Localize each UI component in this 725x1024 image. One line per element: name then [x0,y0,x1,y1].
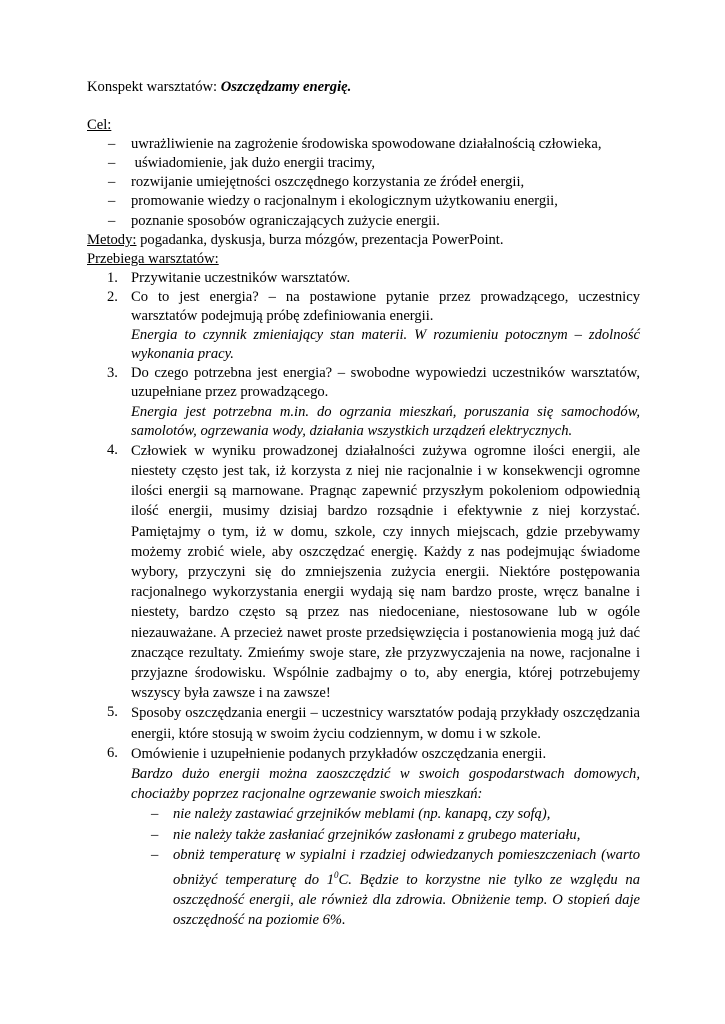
course-heading-label: Przebiega warsztatów: [87,250,219,267]
title-prefix: Konspekt warsztatów: [87,79,218,95]
course-step [87,364,640,440]
tip-item [131,845,640,931]
goals-list [87,135,640,230]
step-answer: Energia jest potrzebna m.in. do ogrzania mieszkań, poruszania się samochodów, samolotów, ogrzewania wody, działania wszystkich urządzeń elektrycznych. [131,403,640,439]
step-number: 1. [107,269,118,286]
document-page [87,78,640,930]
course-steps [87,269,640,931]
step-number: 6. [107,744,118,761]
course-step [87,744,640,931]
tip-text-before: obniż temperaturę w sypialni i rzadziej odwiedzanych pomieszczeniach (warto obniżyć temperaturę do 1 [173,846,640,888]
step-number: 2. [107,288,118,305]
course-step [87,269,640,288]
tip-superscript: 0 [334,869,339,880]
step-text: Co to jest energia? – na postawione pytanie przez prowadzącego, uczestnicy warsztatów podejmują próbę zdefiniowania energii. [131,288,640,325]
step-answer: Energia to czynnik zmieniający stan materii. W rozumieniu potocznym – zdolność wykonania pracy. [131,327,640,363]
step-text: Omówienie i uzupełnienie podanych przykładów oszczędzania energii. [131,745,547,762]
tip-item: – nie należy także zasłaniać grzejników zasłonami z grubego materiału, [131,825,640,845]
tip-text-after: C. Będzie to korzystne nie tylko ze względu na oszczędność energii, ale również dla zdrowia. Obniżenie temp. O stopień daje oszczędność na poziomie 6%. [173,871,640,929]
goal-item: – uwrażliwienie na zagrożenie środowiska spowodowane działalnością człowieka, [87,135,640,154]
step-number: 4. [107,441,118,458]
tips-list [131,804,640,930]
step-number: 3. [107,365,118,382]
goals-heading [87,116,640,135]
course-step [87,288,640,364]
step-text: Sposoby oszczędzania energii – uczestnicy warsztatów podają przykłady oszczędzania energii, które stosują w swoim życiu codziennym, w domu i w szkole. [131,705,640,742]
step-number: 5. [107,704,118,721]
goal-item: – rozwijanie umiejętności oszczędnego korzystania ze źródeł energii, [87,173,640,192]
step-text: Człowiek w wyniku prowadzonej działalności zużywa ogromne ilości energii, ale niestety często jest tak, iż korzysta z niej nie racjonalnie i w konsekwencji ogromne ilości energii są marnowane. Pragnąc zapewnić przyszłym pokoleniom odpowiednią ilość energii, musimy dzisiaj bardzo rozsądnie i efektywnie z niej korzystać. Pamiętajmy o tym, iż w domu, szkole, czy innych miejscach, gdzie przebywamy możemy zrobić wiele, aby oszczędzać energię. Każdy z nas podejmując świadome wybory, przyczyni się do zmniejszenia zużycia energii. Niektóre postępowania racjonalnego wykorzystania energii wydają się nam bardzo proste, wręcz banalne i niestety, bardzo często są przez nas niedoceniane, niestosowane lub w ogóle niezauważane. A przecież nawet proste przedsięwzięcia i postanowienia mogą już dać znaczące rezultaty. Zmieńmy swoje stare, złe przyzwyczajenia na nowe, racjonalne i przyjazne środowisku. Wspólnie zadbajmy o to, aby energia, której potrzebujemy wszyscy była zawsze i na zawsze! [131,442,640,702]
methods-line [87,231,640,250]
tip-item: – nie należy zastawiać grzejników meblami (np. kanapą, czy sofą), [131,804,640,824]
course-heading [87,250,640,269]
step-text: Przywitanie uczestników warsztatów. [131,269,351,286]
methods-label: Metody: [87,231,137,248]
goal-item: – uświadomienie, jak dużo energii tracimy, [87,154,640,173]
course-step [87,441,640,704]
course-step [87,703,640,743]
step-answer: Bardzo dużo energii można zaoszczędzić w swoich gospodarstwach domowych, chociażby poprzez racjonalne ogrzewanie swoich mieszkań: [131,765,640,803]
goal-item: – poznanie sposobów ograniczających zużycie energii. [87,212,640,231]
step-text: Do czego potrzebna jest energia? – swobodne wypowiedzi uczestników warsztatów, uzupełniane przez prowadzącego. [131,365,640,401]
title-topic: Oszczędzamy energię. [220,79,352,95]
document-title [87,78,640,97]
methods-text: pogadanka, dyskusja, burza mózgów, prezentacja PowerPoint. [136,231,504,248]
goals-heading-label: Cel: [87,117,112,134]
goal-item: – promowanie wiedzy o racjonalnym i ekologicznym użytkowaniu energii, [87,192,640,211]
